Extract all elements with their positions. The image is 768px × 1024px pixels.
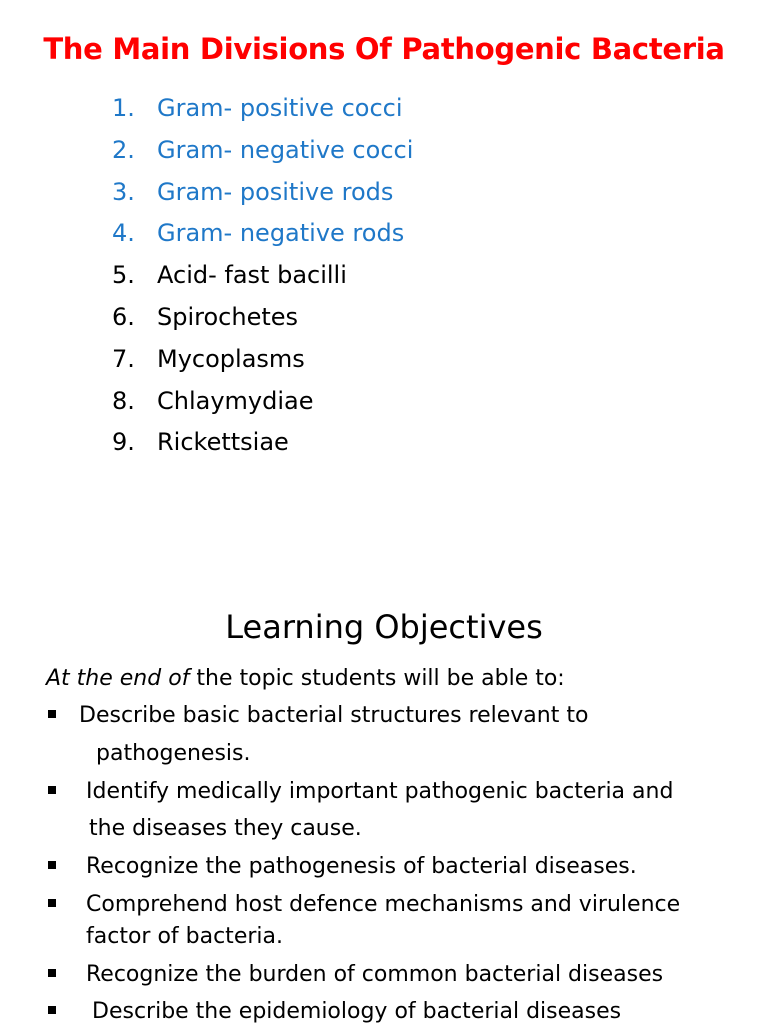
list-item-number: 8. [112,386,135,415]
list-item-text: Acid- fast bacilli [157,261,347,290]
objective-line: Describe the epidemiology of bacterial diseases [92,999,622,1024]
list-item-text: Mycoplasms [157,344,305,373]
list-item-text: Gram- positive rods [157,177,394,206]
list-item-number: 6. [112,302,135,331]
square-bullet-icon [48,899,56,907]
learning-objectives-heading: Learning Objectives [225,608,543,646]
list-item-text: Gram- positive cocci [157,94,403,122]
list-item-number: 3. [112,177,135,206]
intro-italic-text: At the end of [46,666,190,691]
list-item-number: 9. [112,428,135,457]
list-item-number: 5. [112,261,135,290]
objective-line: Describe basic bacterial structures relevant to [79,703,589,728]
square-bullet-icon [48,861,56,869]
square-bullet-icon [48,786,56,794]
objective-line: Recognize the burden of common bacterial diseases [86,962,664,987]
intro-text: the topic students will be able to: [189,666,565,691]
square-bullet-icon [48,710,56,718]
objective-line-continued: the diseases they cause. [89,816,362,841]
square-bullet-icon [48,969,56,977]
list-item-text: Spirochetes [157,302,299,331]
list-item-number: 4. [112,219,135,248]
list-item-text: Rickettsiae [157,428,289,457]
objective-line-continued: pathogenesis. [96,741,251,766]
objective-line-continued: factor of bacteria. [86,924,283,949]
objective-line: Comprehend host defence mechanisms and virulence [86,892,681,917]
list-item-text: Chlaymydiae [157,386,314,415]
list-item-number: 2. [112,135,135,164]
square-bullet-icon [48,1006,56,1014]
objective-line: Recognize the pathogenesis of bacterial diseases. [86,854,637,879]
objectives-intro [46,666,565,691]
slide-title: The Main Divisions Of Pathogenic Bacteria [43,32,725,66]
objective-line: Identify medically important pathogenic bacteria and [86,779,674,804]
list-item-number: 1. [112,94,135,122]
list-item-text: Gram- negative cocci [157,135,414,164]
list-item-number: 7. [112,344,135,373]
list-item-text: Gram- negative rods [157,219,405,248]
